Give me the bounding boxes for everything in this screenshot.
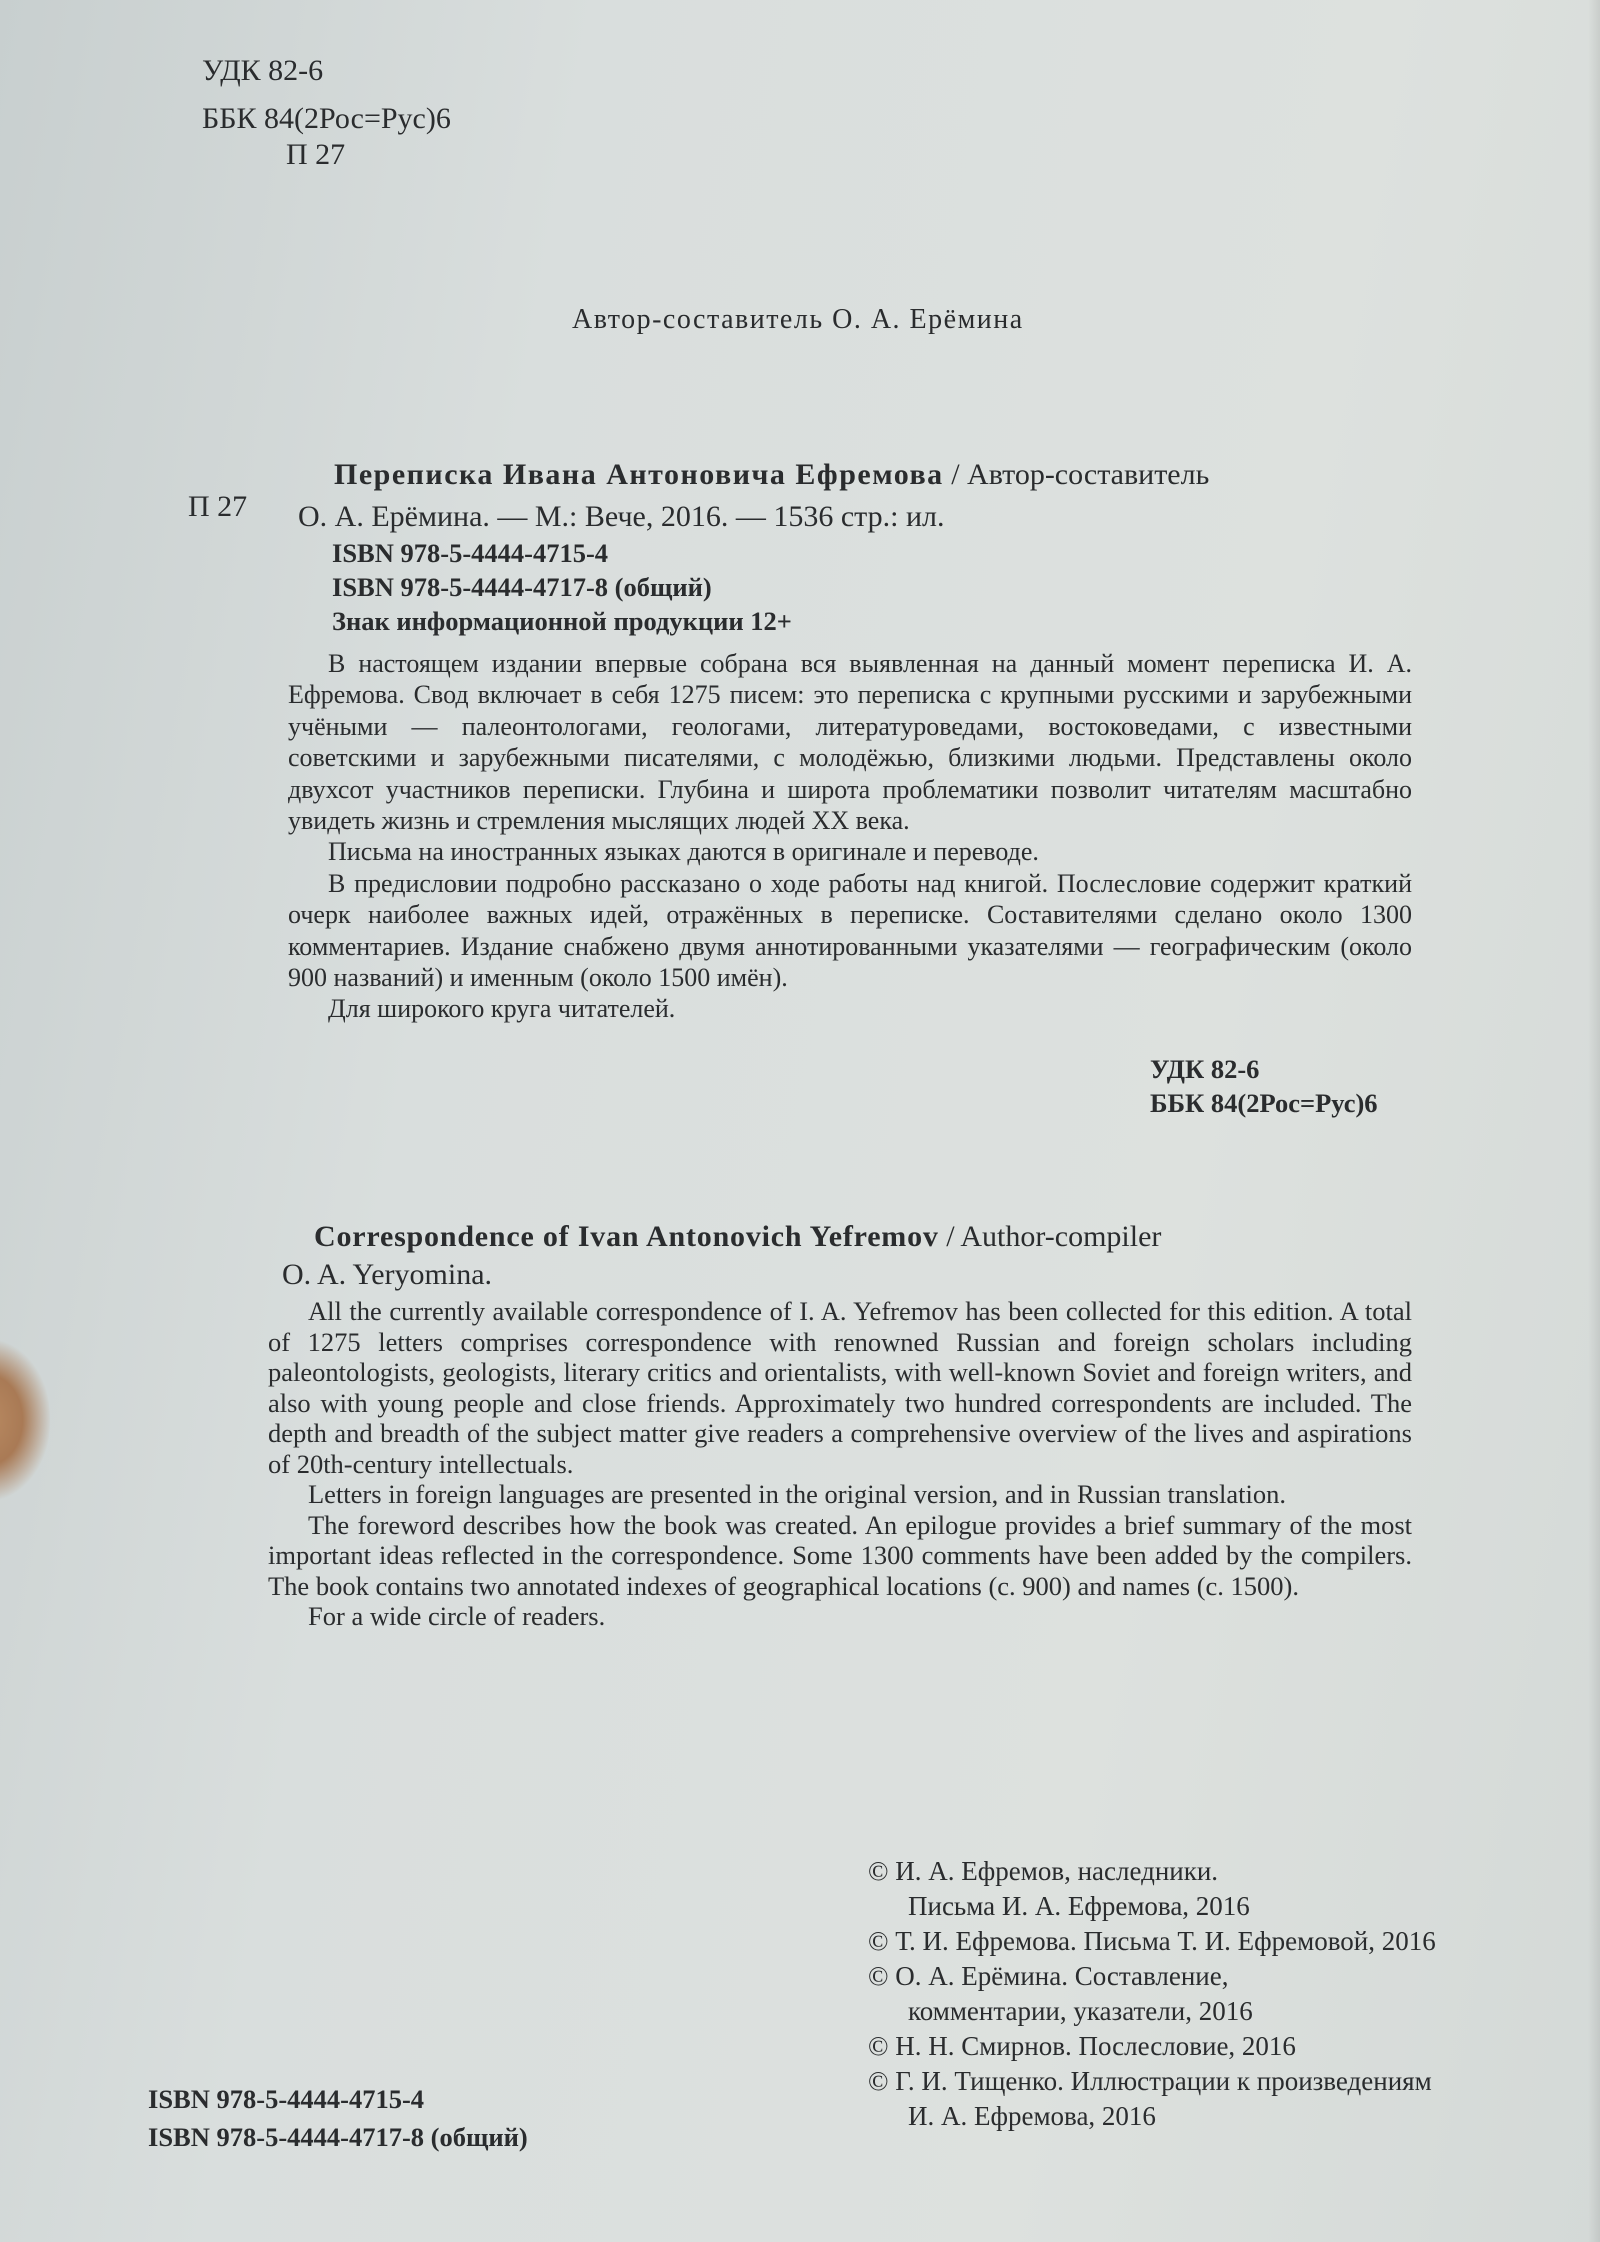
author-compiler-label-ru: / Автор-составитель (943, 458, 1210, 491)
annotation-ru-paragraph: В предисловии подробно рассказано о ходе работы над книгой. Послесловие содержит краткий очерк наиболее важных идей, отражённых в переписке. Составителями сделано около 1300 комментариев. Издание снабжено двумя аннотированными указателями — географическим (около 900 названий) и именным (около 1500 имён). (288, 868, 1412, 993)
cutter-mark: П 27 (286, 138, 346, 171)
annotation-ru-paragraph: В настоящем издании впервые собрана вся выявленная на данный момент переписка И. А. Ефремова. Свод включает в себя 1275 писем: это переписка с крупными русскими и зарубежными учёными — палеонтологами, геологами, литературоведами, востоковедами, с известными советскими и зарубежными писателями, с молодёжью, близкими людьми. Представлены около двухсот участников переписки. Глубина и широта проблематики позволит читателям масштабно увидеть жизнь и стремления мыслящих людей XX века. (288, 649, 1412, 836)
record-imprint-ru: О. А. Ерёмина. — М.: Вече, 2016. — 1536 стр.: ил. (298, 500, 945, 533)
udk-code: УДК 82-6 (202, 54, 324, 87)
author-compiler-line: Автор-составитель О. А. Ерёмина (572, 304, 1024, 335)
copyright-line: И. А. Ефремова, 2016 (908, 2101, 1156, 2131)
annotation-en (268, 1296, 1412, 1632)
record-title-en (314, 1220, 1161, 1254)
finger-at-edge (0, 1340, 50, 1500)
copyright-line: © Г. И. Тищенко. Иллюстрации к произведениям (868, 2066, 1432, 2096)
isbn-volume: ISBN 978-5-4444-4715-4 (332, 538, 609, 568)
isbn-set-bottom: ISBN 978-5-4444-4717-8 (общий) (148, 2122, 528, 2152)
annotation-ru-paragraph: Для широкого круга читателей. (328, 994, 676, 1024)
record-title-ru (334, 458, 1209, 492)
isbn-volume-bottom: ISBN 978-5-4444-4715-4 (148, 2084, 425, 2114)
record-cutter-ru: П 27 (188, 490, 248, 523)
copyright-line: © И. А. Ефремов, наследники. (868, 1856, 1219, 1886)
udk-code-bottom: УДК 82-6 (1150, 1054, 1260, 1084)
record-compiler-en: O. A. Yeryomina. (282, 1258, 493, 1291)
book-title-ru: Переписка Ивана Антоновича Ефремова (334, 458, 944, 491)
page-edge-shadow (1588, 0, 1600, 2242)
author-compiler-label-en: / Author-compiler (938, 1220, 1162, 1253)
age-rating-mark: Знак информационной продукции 12+ (332, 606, 792, 636)
annotation-ru (288, 648, 1412, 1025)
bbk-code-bottom: ББК 84(2Рос=Рус)6 (1150, 1088, 1378, 1118)
annotation-en-paragraph: The foreword describes how the book was created. An epilogue provides a brief summary of the most important ideas reflected in the correspondence. Some 1300 comments have been added by the compilers. The book contains two annotated indexes of geographical locations (c. 900) and names (c. 1500). (268, 1509, 1412, 1601)
copyright-line: © Н. Н. Смирнов. Послесловие, 2016 (868, 2031, 1296, 2061)
copyright-line: комментарии, указатели, 2016 (908, 1996, 1253, 2026)
copyright-line: Письма И. А. Ефремова, 2016 (908, 1891, 1250, 1921)
copyright-line: © Т. И. Ефремова. Письма Т. И. Ефремовой, 2016 (868, 1926, 1436, 1956)
book-title-en: Correspondence of Ivan Antonovich Yefremov (314, 1220, 939, 1253)
annotation-en-paragraph: Letters in foreign languages are presented in the original version, and in Russian translation. (308, 1479, 1287, 1509)
annotation-en-paragraph: All the currently available correspondence of I. A. Yefremov has been collected for this edition. A total of 1275 letters comprises correspondence with renowned Russian and foreign scholars including paleontologists, geologists, literary critics and orientalists, with well-known Soviet and foreign writers, and also with young people and close friends. Approximately two hundred correspondents are included. The depth and breadth of the subject matter give readers a comprehensive overview of the lives and aspirations of 20th-century intellectuals. (268, 1296, 1412, 1479)
copyright-line: © О. А. Ерёмина. Составление, (868, 1961, 1229, 1991)
annotation-ru-paragraph: Письма на иностранных языках даются в оригинале и переводе. (328, 837, 1039, 867)
isbn-set: ISBN 978-5-4444-4717-8 (общий) (332, 572, 712, 602)
annotation-en-paragraph: For a wide circle of readers. (308, 1601, 606, 1631)
copyright-block (868, 1854, 1436, 2134)
bbk-code: ББК 84(2Рос=Рус)6 (202, 102, 451, 135)
